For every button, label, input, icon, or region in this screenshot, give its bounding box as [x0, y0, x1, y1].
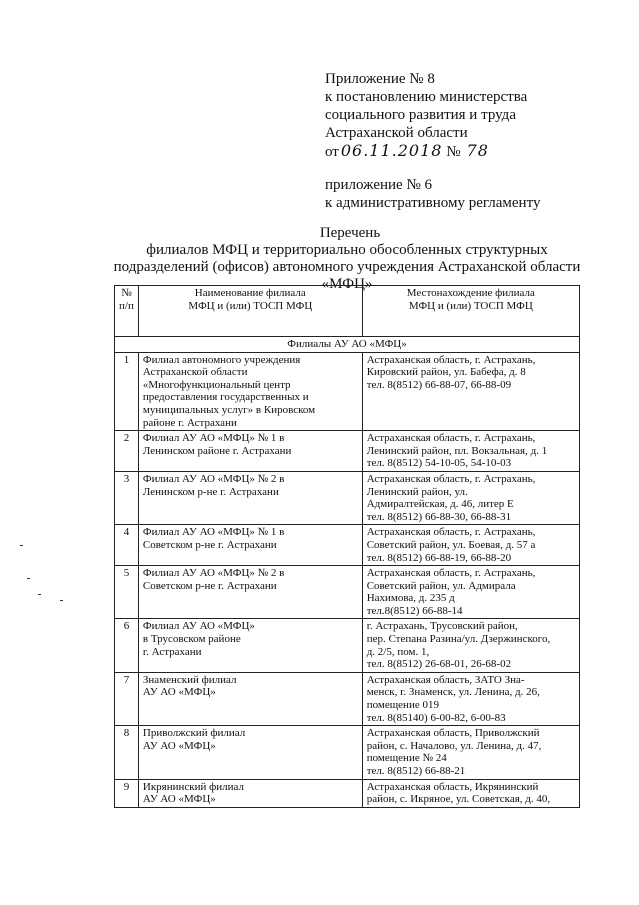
- header-name: Наименование филиала МФЦ и (или) ТОСП МФЦ: [138, 286, 362, 337]
- scan-speck: [60, 600, 63, 601]
- branch-name-line: АУ АО «МФЦ»: [142, 793, 216, 806]
- branch-name-line: Знаменский филиал: [142, 673, 237, 686]
- branch-name-line: Икрянинский филиал: [142, 780, 245, 793]
- branch-name-line: АУ АО «МФЦ»: [142, 686, 216, 699]
- table-row: [115, 352, 580, 431]
- appendix-line: социального развития и труда: [325, 107, 516, 123]
- branch-address-line: Астраханская область, г. Астрахань,: [366, 353, 536, 366]
- branch-address-line: тел.8(8512) 66-88-14: [366, 604, 463, 617]
- branch-address-line: Кировский район, ул. Бабефа, д. 8: [366, 366, 526, 379]
- branch-address-line: тел. 8(85140) 6-00-82, 6-00-83: [366, 711, 506, 724]
- row-number: 3: [115, 471, 139, 524]
- table-row: [115, 779, 580, 807]
- branch-address-line: Астраханская область, г. Астрахань,: [366, 526, 536, 539]
- appendix-title: Приложение № 8: [325, 71, 435, 87]
- branch-name-line: районе г. Астрахани: [142, 416, 237, 429]
- branch-name-line: Филиал АУ АО «МФЦ» № 2 в: [142, 567, 285, 580]
- table-row: [115, 726, 580, 779]
- branch-address-line: помещение № 24: [366, 752, 447, 765]
- branch-address-line: Астраханская область, ЗАТО Зна-: [366, 673, 525, 686]
- number-prefix: №: [446, 144, 461, 160]
- branch-name-line: предоставления государственных и: [142, 391, 309, 404]
- scan-speck: [27, 578, 30, 579]
- branch-address-line: Советский район, ул. Адмирала: [366, 579, 516, 592]
- appendix-date-line: [325, 142, 527, 161]
- row-number: 8: [115, 726, 139, 779]
- handwritten-number: 78: [466, 141, 489, 160]
- branch-address-line: тел. 8(8512) 26-68-01, 26-68-02: [366, 658, 512, 671]
- table-body: [115, 352, 580, 807]
- branch-name-line: Филиал АУ АО «МФЦ» № 2 в: [142, 472, 285, 485]
- row-number: 6: [115, 619, 139, 672]
- row-number: 1: [115, 352, 139, 431]
- branch-name-line: в Трусовском районе: [142, 633, 241, 646]
- branch-name: [138, 566, 362, 619]
- row-number: 5: [115, 566, 139, 619]
- reglament-title: приложение № 6: [325, 177, 433, 193]
- branch-address-line: помещение 019: [366, 699, 439, 712]
- branch-name: [138, 352, 362, 431]
- reglament-block: [325, 176, 540, 212]
- scan-speck: [20, 545, 23, 546]
- table-header-row: [115, 286, 580, 337]
- branch-name-line: Ленинском р-не г. Астрахани: [142, 485, 279, 498]
- table-row: [115, 619, 580, 672]
- list-heading: Перечень: [319, 225, 381, 241]
- branch-address: [362, 471, 579, 524]
- row-number: 2: [115, 431, 139, 472]
- table-row: [115, 431, 580, 472]
- branch-address-line: Астраханская область, г. Астрахань,: [366, 472, 536, 485]
- branch-name-line: г. Астрахани: [142, 645, 202, 658]
- branch-name: [138, 471, 362, 524]
- row-number: 7: [115, 672, 139, 725]
- branch-address-line: Астраханская область, Икрянинский: [366, 780, 539, 793]
- branch-address-line: Адмиралтейская, д. 46, литер Е: [366, 498, 514, 511]
- branch-name: [138, 619, 362, 672]
- reglament-line: к административному регламенту: [325, 195, 541, 211]
- scan-speck: [38, 594, 41, 595]
- header-number: № п/п: [115, 286, 139, 337]
- branch-address: [362, 672, 579, 725]
- branch-address-line: Ленинский район, ул.: [366, 485, 468, 498]
- list-subheading-line: филиалов МФЦ и территориально обособленных структурных: [146, 242, 548, 258]
- branch-address-line: Астраханская область, Приволжский: [366, 727, 540, 740]
- branch-address-line: тел. 8(8512) 66-88-07, 66-88-09: [366, 378, 512, 391]
- table-row: [115, 566, 580, 619]
- branch-name-line: Филиал АУ АО «МФЦ»: [142, 620, 255, 633]
- branch-address-line: район, с. Началово, ул. Ленина, д. 47,: [366, 739, 542, 752]
- branch-name-line: Астраханской области: [142, 366, 248, 379]
- branch-name: [138, 726, 362, 779]
- branch-address-line: тел. 8(8512) 66-88-19, 66-88-20: [366, 551, 512, 564]
- branches-table: [114, 285, 580, 808]
- branch-name-line: «Многофункциональный центр: [142, 378, 291, 391]
- branch-name-line: Приволжский филиал: [142, 727, 246, 740]
- appendix-line: Астраханской области: [325, 125, 468, 141]
- appendix-block: [325, 70, 527, 161]
- handwritten-date: 06.11.2018: [340, 141, 443, 160]
- branch-address: [362, 779, 579, 807]
- branch-name-line: муниципальных услуг» в Кировском: [142, 403, 316, 416]
- section-row: [115, 337, 580, 353]
- branch-address: [362, 566, 579, 619]
- branch-name: [138, 779, 362, 807]
- branch-name-line: Филиал АУ АО «МФЦ» № 1 в: [142, 526, 285, 539]
- section-title: Филиалы АУ АО «МФЦ»: [115, 337, 580, 353]
- branch-name-line: АУ АО «МФЦ»: [142, 739, 216, 752]
- branch-name: [138, 672, 362, 725]
- table-row: [115, 672, 580, 725]
- branch-address-line: район, с. Икряное, ул. Советская, д. 40,: [366, 793, 551, 806]
- branch-address: [362, 525, 579, 566]
- branch-address-line: Астраханская область, г. Астрахань,: [366, 432, 536, 445]
- branch-address: [362, 431, 579, 472]
- branch-name-line: Советском р-не г. Астрахани: [142, 579, 277, 592]
- table-row: [115, 525, 580, 566]
- branch-name-line: Советском р-не г. Астрахани: [142, 538, 277, 551]
- branch-name-line: Филиал АУ АО «МФЦ» № 1 в: [142, 432, 285, 445]
- branch-address-line: тел. 8(8512) 66-88-30, 66-88-31: [366, 510, 512, 523]
- list-subheading-line: «МФЦ»: [321, 276, 373, 292]
- branch-address-line: тел. 8(8512) 66-88-21: [366, 765, 466, 777]
- branch-address-line: Астраханская область, г. Астрахань,: [366, 567, 536, 580]
- branch-name: [138, 525, 362, 566]
- branch-address-line: г. Астрахань, Трусовский район,: [366, 620, 518, 633]
- branch-name: [138, 431, 362, 472]
- branch-address: [362, 726, 579, 779]
- table-row: [115, 471, 580, 524]
- branch-name-line: Филиал автономного учреждения: [142, 353, 301, 366]
- branch-address: [362, 619, 579, 672]
- branch-address-line: Нахимова, д. 235 д: [366, 592, 455, 605]
- row-number: 9: [115, 779, 139, 807]
- date-prefix: от: [325, 144, 339, 160]
- branch-name-line: Ленинском районе г. Астрахани: [142, 444, 292, 457]
- appendix-line: к постановлению министерства: [325, 89, 528, 105]
- row-number: 4: [115, 525, 139, 566]
- header-address: Местонахождение филиала МФЦ и (или) ТОСП МФЦ: [362, 286, 579, 337]
- branch-address: [362, 352, 579, 431]
- branch-address-line: тел. 8(8512) 54-10-05, 54-10-03: [366, 457, 512, 470]
- branch-address-line: менск, г. Знаменск, ул. Ленина, д. 26,: [366, 686, 540, 699]
- branch-address-line: д. 2/5, пом. 1,: [366, 645, 430, 658]
- branch-address-line: Советский район, ул. Боевая, д. 57 а: [366, 538, 536, 551]
- branch-address-line: пер. Степана Разина/ул. Дзержинского,: [366, 633, 551, 646]
- list-subheading-line: подразделений (офисов) автономного учреждения Астраханской области: [113, 259, 581, 275]
- branch-address-line: Ленинский район, пл. Вокзальная, д. 1: [366, 444, 548, 457]
